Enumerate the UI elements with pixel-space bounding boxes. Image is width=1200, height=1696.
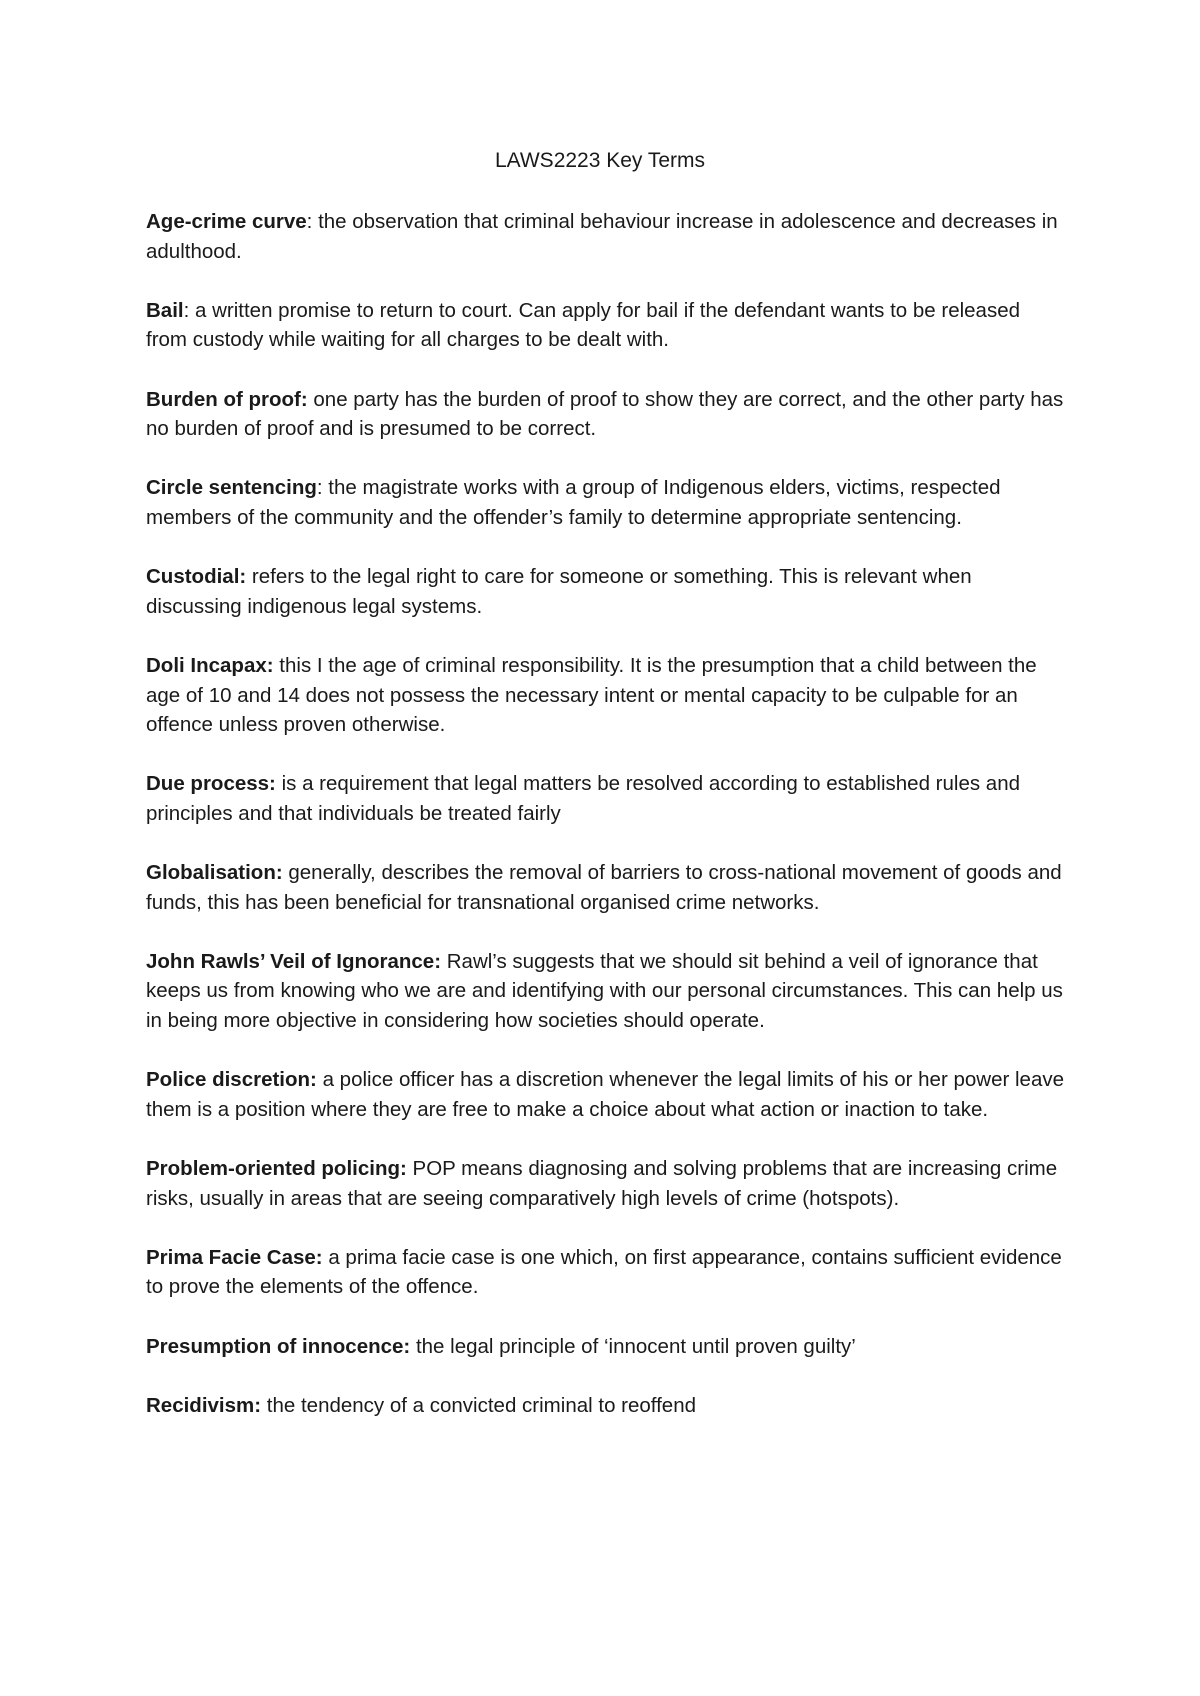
term-entry	[146, 1391, 1066, 1421]
term-label: Due process:	[146, 772, 276, 796]
term-entry	[146, 947, 1066, 1036]
term-entry	[146, 473, 1066, 532]
term-entry	[146, 385, 1066, 444]
term-entry	[146, 296, 1066, 355]
term-label: Custodial:	[146, 565, 247, 589]
term-definition: POP means diagnosing and solving problems that are increasing crime risks, usually in areas that are seeing comparatively high levels of crime (hotspots).	[146, 1157, 1058, 1210]
key-terms-list	[146, 207, 1066, 1450]
term-label: Age-crime curve	[146, 210, 307, 233]
term-label: Recidivism:	[146, 1393, 262, 1417]
term-definition: generally, describes the removal of barriers to cross-national movement of goods and funds, this has been beneficial for transnational organised crime networks.	[146, 861, 1062, 914]
document-title: LAWS2223 Key Terms	[494, 149, 706, 172]
term-definition: : the observation that criminal behaviour increase in adolescence and decreases in adulthood.	[146, 210, 1058, 263]
term-label: Burden of proof:	[146, 387, 308, 411]
term-entry	[146, 562, 1066, 621]
term-label: Globalisation:	[146, 861, 283, 885]
term-label: Bail	[146, 298, 184, 322]
term-definition: this I the age of criminal responsibility. It is the presumption that a child between the age of 10 and 14 does not possess the necessary intent or mental capacity to be culpable for an offence unless proven otherwise.	[146, 653, 1037, 737]
term-definition: the legal principle of ‘innocent until proven guilty’	[410, 1334, 856, 1358]
term-definition: : a written promise to return to court. Can apply for bail if the defendant wants to be released from custody while waiting for all charges to be dealt with.	[146, 298, 1021, 352]
term-definition: refers to the legal right to care for someone or something. This is relevant when discussing indigenous legal systems.	[146, 565, 972, 618]
term-entry	[146, 858, 1066, 917]
term-label: Police discretion:	[146, 1068, 317, 1092]
term-label: Doli Incapax:	[146, 653, 274, 677]
term-definition: : the magistrate works with a group of Indigenous elders, victims, respected members of the community and the offender’s family to determine appropriate sentencing.	[146, 476, 1001, 529]
term-entry	[146, 1332, 1066, 1362]
term-label: Circle sentencing	[146, 476, 317, 500]
term-entry	[146, 1243, 1066, 1302]
term-label: Presumption of innocence:	[146, 1334, 411, 1358]
term-entry	[146, 207, 1066, 266]
term-definition: a police officer has a discretion whenever the legal limits of his or her power leave them is a position where they are free to make a choice about what action or inaction to take.	[146, 1068, 1065, 1121]
term-entry	[146, 1065, 1066, 1124]
term-entry	[146, 1154, 1066, 1213]
term-label: John Rawls’ Veil of Ignorance:	[146, 949, 442, 973]
term-definition: the tendency of a convicted criminal to reoffend	[261, 1393, 697, 1417]
term-definition: one party has the burden of proof to show they are correct, and the other party has no burden of proof and is presumed to be correct.	[146, 387, 1064, 441]
term-definition: is a requirement that legal matters be resolved according to established rules and principles and that individuals be treated fairly	[146, 772, 1020, 825]
term-entry	[146, 651, 1066, 740]
term-definition: a prima facie case is one which, on first appearance, contains sufficient evidence to prove the elements of the offence.	[146, 1245, 1062, 1299]
term-entry	[146, 769, 1066, 828]
term-definition: Rawl’s suggests that we should sit behind a veil of ignorance that keeps us from knowing who we are and identifying with our personal circumstances. This can help us in being more objective in considering how societies should operate.	[146, 949, 1063, 1033]
term-label: Problem-oriented policing:	[146, 1157, 407, 1180]
term-label: Prima Facie Case:	[146, 1245, 323, 1269]
